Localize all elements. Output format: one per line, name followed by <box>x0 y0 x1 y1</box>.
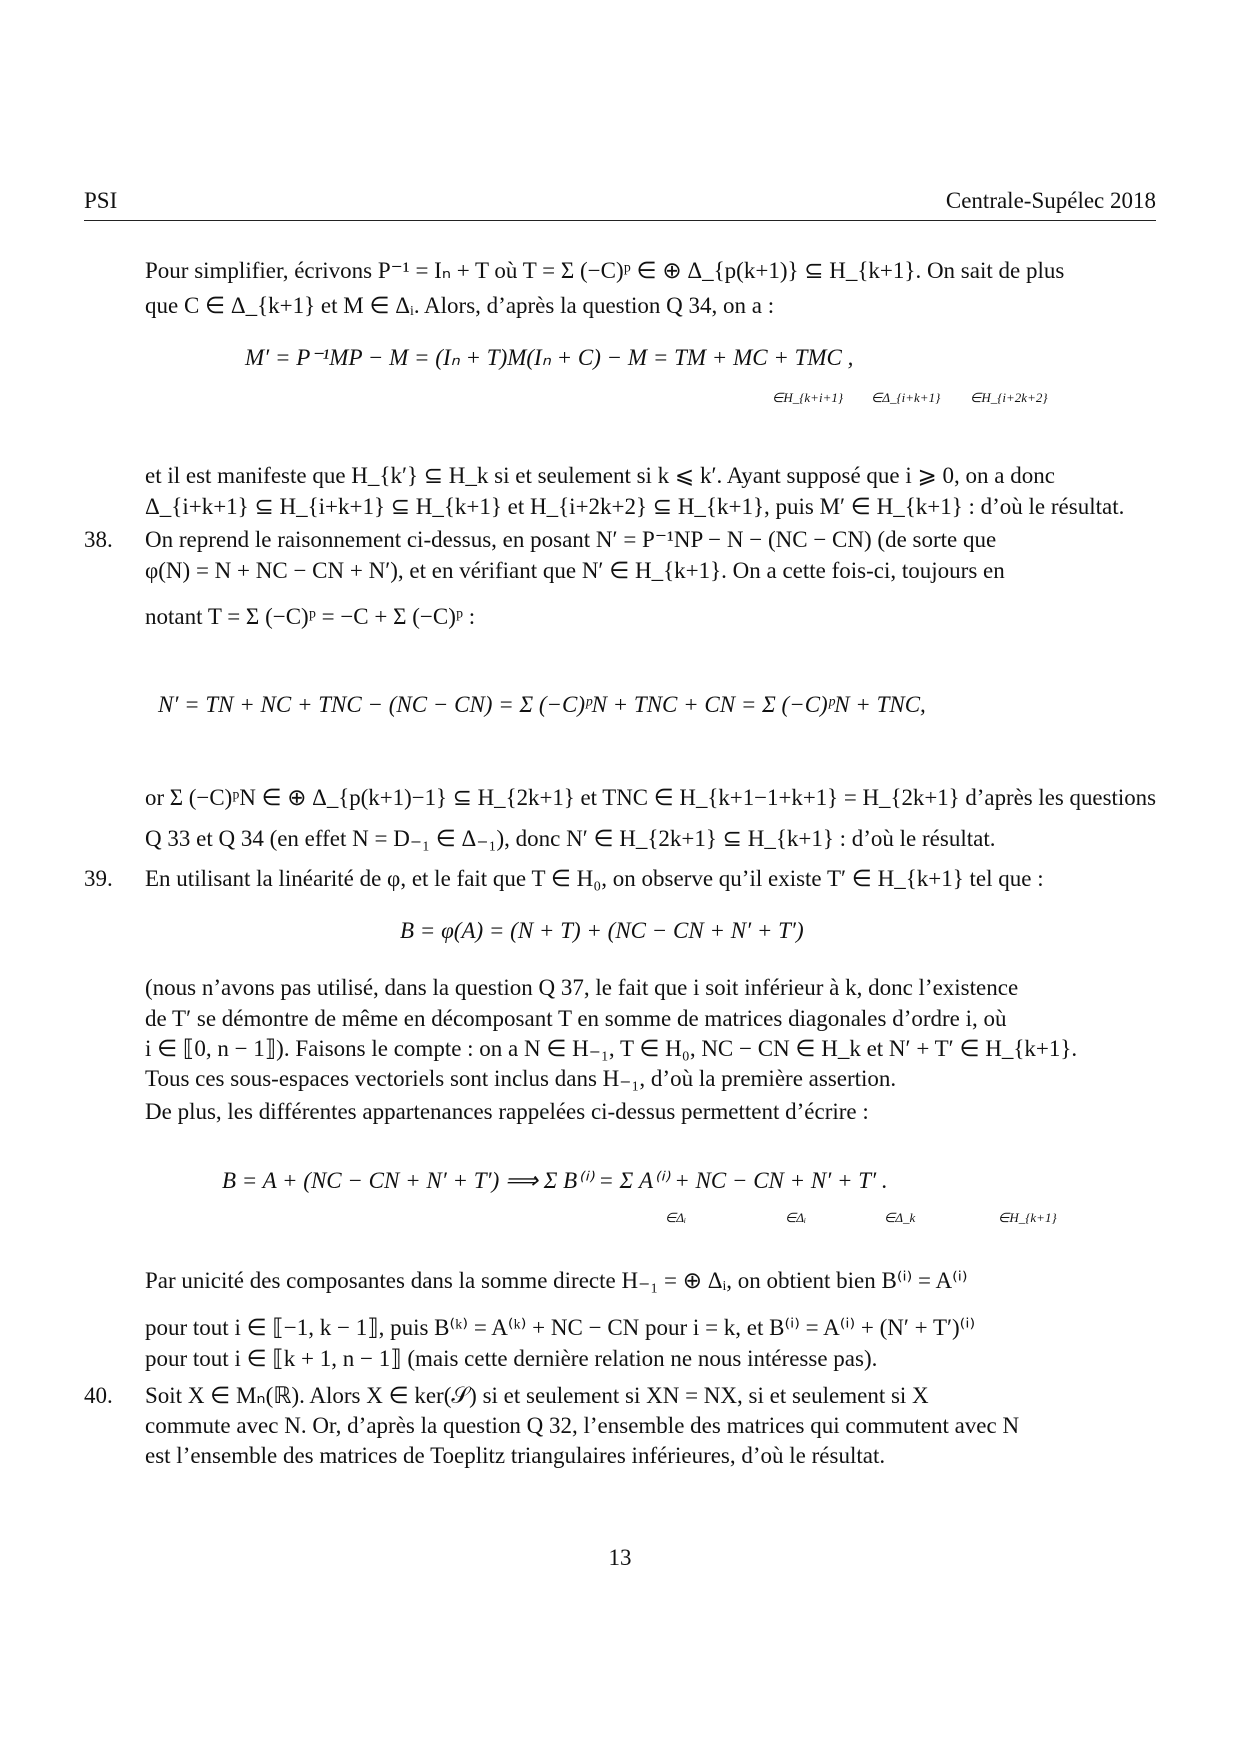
item39-line9: pour tout i ∈ ⟦k + 1, n − 1⟧ (mais cette dernière relation ne nous intéresse pas). <box>145 1346 878 1371</box>
item39-equation-1: B = φ(A) = (N + T) + (NC − CN + N′ + T′) <box>400 918 804 943</box>
brace-label-4: ∈Δᵢ <box>665 1210 687 1225</box>
para37-line1: Pour simplifier, écrivons P⁻¹ = Iₙ + T où T = Σ (−C)ᵖ ∈ ⊕ Δ_{p(k+1)} ⊆ H_{k+1}. On sait de plus <box>145 258 1065 283</box>
brace-label-2: ∈Δ_{i+k+1} <box>871 390 941 405</box>
item39-line7: Par unicité des composantes dans la somme directe H₋₁ = ⊕ Δᵢ, on obtient bien B⁽ⁱ⁾ = A⁽ⁱ⁾ <box>145 1268 968 1293</box>
item38-line5: Q 33 et Q 34 (en effet N = D₋₁ ∈ Δ₋₁), donc N′ ∈ H_{2k+1} ⊆ H_{k+1} : d’où le résultat. <box>145 826 996 851</box>
item39-line6: De plus, les différentes appartenances rappelées ci-dessus permettent d’écrire : <box>145 1099 869 1124</box>
item38-line1: On reprend le raisonnement ci-dessus, en posant N′ = P⁻¹NP − N − (NC − CN) (de sorte que <box>145 527 997 552</box>
item-38-number: 38. <box>84 527 113 552</box>
para37-line4: Δ_{i+k+1} ⊆ H_{i+k+1} ⊆ H_{k+1} et H_{i+2k+2} ⊆ H_{k+1}, puis M′ ∈ H_{k+1} : d’où le résultat. <box>145 494 1125 519</box>
item40-line2: commute avec N. Or, d’après la question Q 32, l’ensemble des matrices qui commutent avec N <box>145 1413 1020 1438</box>
header-right: Centrale-Supélec 2018 <box>945 188 1156 213</box>
item39-line4: i ∈ ⟦0, n − 1⟧). Faisons le compte : on a N ∈ H₋₁, T ∈ H₀, NC − CN ∈ H_k et N′ + T′ ∈ H_{k+1}. <box>145 1036 1078 1061</box>
page-header <box>84 190 1156 221</box>
para37-line2: que C ∈ Δ_{k+1} et M ∈ Δᵢ. Alors, d’après la question Q 34, on a : <box>145 293 775 318</box>
brace-label-1: ∈H_{k+i+1} <box>772 390 844 405</box>
item39-line3: de T′ se démontre de même en décomposant T en somme de matrices diagonales d’ordre i, où <box>145 1006 1007 1031</box>
item40-line1: Soit X ∈ Mₙ(ℝ). Alors X ∈ ker(𝒮) si et seulement si XN = NX, si et seulement si X <box>145 1383 929 1408</box>
item40-line3: est l’ensemble des matrices de Toeplitz triangulaires inférieures, d’où le résultat. <box>145 1443 886 1468</box>
para37-line3: et il est manifeste que H_{k′} ⊆ H_k si et seulement si k ⩽ k′. Ayant supposé que i ⩾ 0, on a donc <box>145 463 1055 488</box>
item38-line2: φ(N) = N + NC − CN + N′), et en vérifiant que N′ ∈ H_{k+1}. On a cette fois-ci, toujours en <box>145 558 1005 583</box>
item39-line8: pour tout i ∈ ⟦−1, k − 1⟧, puis B⁽ᵏ⁾ = A⁽ᵏ⁾ + NC − CN pour i = k, et B⁽ⁱ⁾ = A⁽ⁱ⁾ + (N′ + T′)⁽ⁱ⁾ <box>145 1315 976 1340</box>
header-left: PSI <box>84 188 118 213</box>
page-number: 13 <box>608 1545 632 1570</box>
item38-line3: notant T = Σ (−C)ᵖ = −C + Σ (−C)ᵖ : <box>145 604 476 629</box>
brace-label-6: ∈Δ_k <box>884 1210 916 1225</box>
para37-equation: M′ = P⁻¹MP − M = (Iₙ + T)M(Iₙ + C) − M = TM + MC + TMC , <box>245 345 854 370</box>
brace-label-7: ∈H_{k+1} <box>998 1210 1057 1225</box>
item39-line5: Tous ces sous-espaces vectoriels sont inclus dans H₋₁, d’où la première assertion. <box>145 1066 897 1091</box>
item38-line4: or Σ (−C)ᵖN ∈ ⊕ Δ_{p(k+1)−1} ⊆ H_{2k+1} et TNC ∈ H_{k+1−1+k+1} = H_{2k+1} d’après les questions <box>145 785 1156 810</box>
item39-line2: (nous n’avons pas utilisé, dans la question Q 37, le fait que i soit inférieur à k, donc l’existence <box>145 975 1019 1000</box>
item-40-number: 40. <box>84 1383 113 1408</box>
brace-label-5: ∈Δᵢ <box>785 1210 807 1225</box>
item-39-number: 39. <box>84 866 113 891</box>
brace-label-3: ∈H_{i+2k+2} <box>970 390 1048 405</box>
item38-equation: N′ = TN + NC + TNC − (NC − CN) = Σ (−C)ᵖN + TNC + CN = Σ (−C)ᵖN + TNC, <box>158 692 926 717</box>
item39-equation-2: B = A + (NC − CN + N′ + T′) ⟹ Σ B⁽ⁱ⁾ = Σ A⁽ⁱ⁾ + NC − CN + N′ + T′ . <box>222 1168 888 1193</box>
item39-line1: En utilisant la linéarité de φ, et le fait que T ∈ H₀, on observe qu’il existe T′ ∈ H_{k+1} tel que : <box>145 866 1044 891</box>
